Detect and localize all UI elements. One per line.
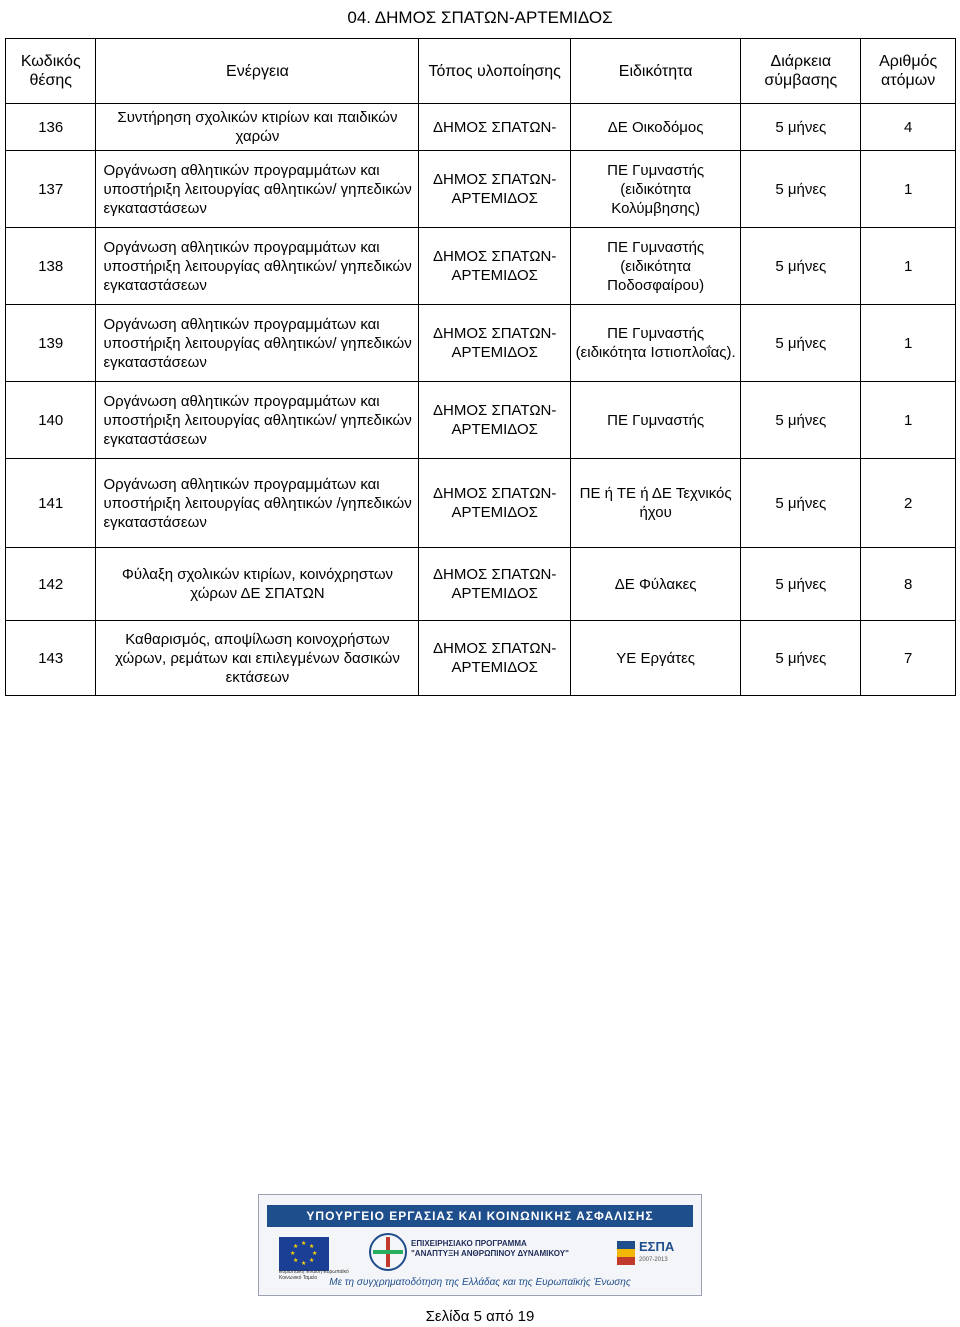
cell-code: 136 [6,104,96,151]
cell-duration: 5 μήνες [741,382,861,459]
cell-activity: Οργάνωση αθλητικών προγραμμάτων και υποστήριξη λειτουργίας αθλητικών/ γηπεδικών εγκαταστάσεων [96,151,419,228]
cell-count: 8 [861,548,956,621]
cell-code: 139 [6,305,96,382]
cell-place: ΔΗΜΟΣ ΣΠΑΤΩΝ- ΑΡΤΕΜΙΔΟΣ [419,151,570,228]
cell-code: 143 [6,621,96,696]
compass-logo-icon [369,1233,407,1271]
cell-count: 7 [861,621,956,696]
cell-place: ΔΗΜΟΣ ΣΠΑΤΩΝ- ΑΡΤΕΜΙΔΟΣ [419,382,570,459]
cell-code: 142 [6,548,96,621]
table-row [6,305,956,382]
cell-place: ΔΗΜΟΣ ΣΠΑΤΩΝ- ΑΡΤΕΜΙΔΟΣ [419,459,570,548]
eu-caption: Ευρωπαϊκή Ένωση Ευρωπαϊκό Κοινωνικό Ταμείο [279,1269,349,1281]
cell-specialty: ΔΕ Οικοδόμος [570,104,740,151]
cell-specialty: ΠΕ ή ΤΕ ή ΔΕ Τεχνικός ήχου [570,459,740,548]
cell-duration: 5 μήνες [741,104,861,151]
programme-line1: ΕΠΙΧΕΙΡΗΣΙΑΚΟ ΠΡΟΓΡΑΜΜΑ [411,1239,527,1248]
cell-duration: 5 μήνες [741,305,861,382]
cell-specialty: ΠΕ Γυμναστής (ειδικότητα Ιστιοπλοΐας). [570,305,740,382]
cell-activity: Οργάνωση αθλητικών προγραμμάτων και υποστήριξη λειτουργίας αθλητικών/ γηπεδικών εγκαταστάσεων [96,382,419,459]
cell-count: 1 [861,228,956,305]
cell-activity: Καθαρισμός, αποψίλωση κοινοχρήστων χώρων, ρεμάτων και επιλεγμένων δασικών εκτάσεων [96,621,419,696]
cell-specialty: ΠΕ Γυμναστής [570,382,740,459]
cell-place: ΔΗΜΟΣ ΣΠΑΤΩΝ- ΑΡΤΕΜΙΔΟΣ [419,621,570,696]
cell-activity: Συντήρηση σχολικών κτιρίων και παιδικών χαρών [96,104,419,151]
logo-strip [267,1231,693,1281]
table-row [6,151,956,228]
eu-flag-icon: ★ ★ ★ ★ ★ ★ ★ ★ [279,1237,329,1271]
header-activity: Ενέργεια [96,39,419,104]
cell-specialty: ΔΕ Φύλακες [570,548,740,621]
cell-count: 1 [861,151,956,228]
cell-count: 1 [861,382,956,459]
cell-place: ΔΗΜΟΣ ΣΠΑΤΩΝ- ΑΡΤΕΜΙΔΟΣ [419,305,570,382]
cell-place: ΔΗΜΟΣ ΣΠΑΤΩΝ- [419,104,570,151]
table-row [6,104,956,151]
cell-activity: Οργάνωση αθλητικών προγραμμάτων και υποστήριξη λειτουργίας αθλητικών /γηπεδικών εγκαταστάσεων [96,459,419,548]
espa-logo-icon [617,1235,687,1271]
table-row [6,459,956,548]
cell-count: 1 [861,305,956,382]
espa-name: ΕΣΠΑ [639,1239,675,1254]
cell-code: 141 [6,459,96,548]
header-specialty: Ειδικότητα [570,39,740,104]
espa-bars-icon [617,1241,635,1265]
funding-banner [258,1194,702,1296]
table-row [6,548,956,621]
cofinancing-note: Με τη συγχρηματοδότηση της Ελλάδας και της Ευρωπαϊκής Ένωσης [329,1277,631,1288]
table-header-row [6,39,956,104]
cell-specialty: ΠΕ Γυμναστής (ειδικότητα Κολύμβησης) [570,151,740,228]
cell-duration: 5 μήνες [741,228,861,305]
cell-count: 2 [861,459,956,548]
table-row [6,228,956,305]
table-row [6,382,956,459]
programme-line2: "ΑΝΑΠΤΥΞΗ ΑΝΘΡΩΠΙΝΟΥ ΔΥΝΑΜΙΚΟΥ" [411,1249,569,1258]
document-title: 04. ΔΗΜΟΣ ΣΠΑΤΩΝ-ΑΡΤΕΜΙΔΟΣ [347,8,613,27]
page-number: Σελίδα 5 από 19 [425,1308,535,1325]
cell-count: 4 [861,104,956,151]
cell-duration: 5 μήνες [741,548,861,621]
espa-years: 2007-2013 [639,1257,668,1263]
cell-duration: 5 μήνες [741,459,861,548]
cell-place: ΔΗΜΟΣ ΣΠΑΤΩΝ- ΑΡΤΕΜΙΔΟΣ [419,228,570,305]
header-place: Τόπος υλοποίησης [419,39,570,104]
cell-specialty: ΠΕ Γυμναστής (ειδικότητα Ποδοσφαίρου) [570,228,740,305]
ministry-heading: ΥΠΟΥΡΓΕΙΟ ΕΡΓΑΣΙΑΣ ΚΑΙ ΚΟΙΝΩΝΙΚΗΣ ΑΣΦΑΛΙΣΗΣ [267,1205,693,1227]
cell-place: ΔΗΜΟΣ ΣΠΑΤΩΝ- ΑΡΤΕΜΙΔΟΣ [419,548,570,621]
cell-duration: 5 μήνες [741,621,861,696]
programme-name [411,1239,581,1259]
header-code: Κωδικός θέσης [6,39,96,104]
cell-code: 137 [6,151,96,228]
header-count: Αριθμός ατόμων [861,39,956,104]
positions-table [5,38,956,696]
cell-activity: Οργάνωση αθλητικών προγραμμάτων και υποστήριξη λειτουργίας αθλητικών/ γηπεδικών εγκαταστάσεων [96,228,419,305]
cell-specialty: ΥΕ Εργάτες [570,621,740,696]
table-row [6,621,956,696]
cell-code: 140 [6,382,96,459]
header-duration: Διάρκεια σύμβασης [741,39,861,104]
cell-activity: Οργάνωση αθλητικών προγραμμάτων και υποστήριξη λειτουργίας αθλητικών/ γηπεδικών εγκαταστάσεων [96,305,419,382]
cell-duration: 5 μήνες [741,151,861,228]
cell-code: 138 [6,228,96,305]
cell-activity: Φύλαξη σχολικών κτιρίων, κοινόχρηστων χώρων ΔΕ ΣΠΑΤΩΝ [96,548,419,621]
